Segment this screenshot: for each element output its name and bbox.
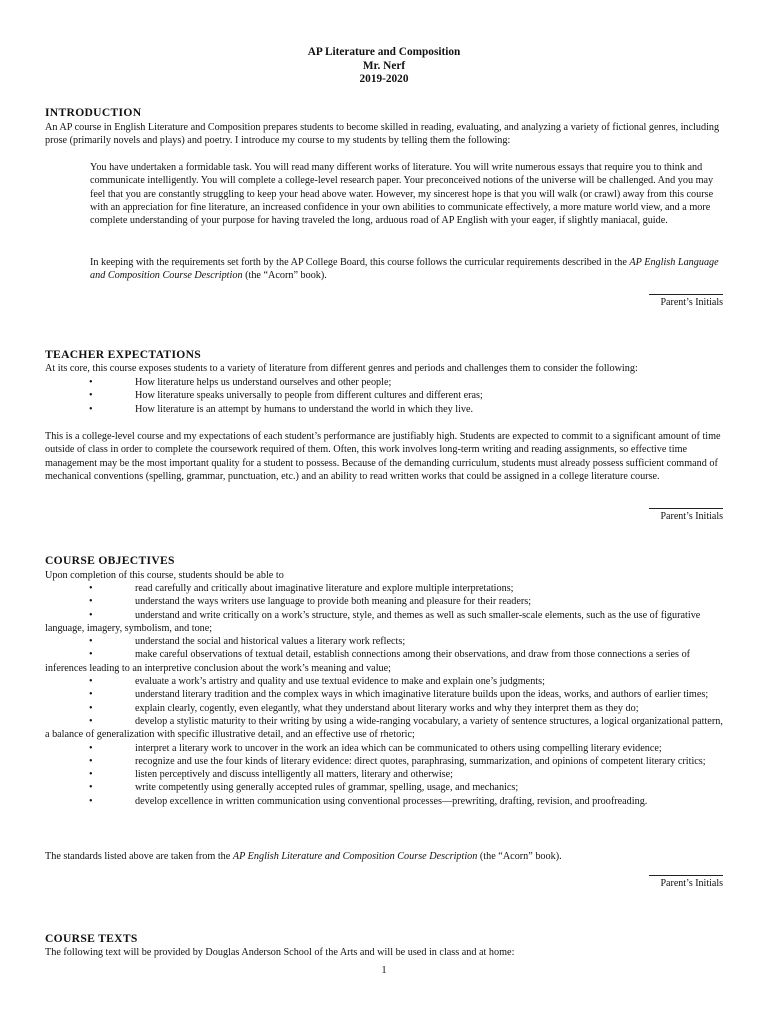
keeping-text: In keeping with the requirements set forth by the AP College Board, this course follows the curricular requirements described in the (90, 257, 630, 268)
bullet-icon: • (89, 649, 93, 661)
bullet-icon: • (89, 583, 93, 594)
document-header (0, 46, 768, 87)
bullet-icon: • (89, 596, 93, 608)
bullet-icon: • (89, 742, 93, 754)
bullet-icon: • (89, 689, 93, 701)
standards-text-end: (the “Acorn” book). (477, 851, 562, 862)
course-texts-intro: The following text will be provided by Douglas Anderson School of the Arts and will be used in class and at home: (45, 947, 515, 958)
bullet-icon: • (89, 609, 93, 621)
list-item: • How literature helps us understand ourselves and other people; (89, 377, 392, 388)
objectives-list (45, 582, 725, 808)
course-title: AP Literature and Composition (307, 46, 461, 58)
expectations-intro: At its core, this course exposes students to a variety of literature from different genres and periods and challenges them to consider the following: (45, 363, 638, 374)
page-number: 1 (381, 965, 387, 976)
list-item: • understand the social and historical values a literary work reflects; (89, 636, 406, 648)
bullet-icon: • (89, 795, 93, 807)
parent-initials-line[interactable]: Parent’s Initials (649, 508, 723, 523)
list-item: • understand the ways writers use language to provide both meaning and pleasure for their readers; (89, 596, 532, 608)
list-item: • write competently using generally accepted rules of grammar, spelling, usage, and mechanics; (89, 782, 519, 794)
introduction-heading: INTRODUCTION (45, 106, 142, 119)
course-objectives-heading: COURSE OBJECTIVES (45, 554, 175, 567)
bullet-icon: • (89, 782, 93, 794)
objectives-intro: Upon completion of this course, students should be able to (45, 570, 284, 581)
bullet-icon: • (89, 377, 93, 388)
introduction-quote: You have undertaken a formidable task. You will read many different works of literature. You will write numerous essays that require you to think and communicate intelligently. You will complete a college-level research paper. Your preconceived notions of the universe will be challenged. And you may feel that you are constantly struggling to keep your head above water. However, my sincerest hope is that you will walk (or crawl) away from this course with an appreciation for fine literature, an increased confidence in your own abilities to communicate effectively, a more mature world view, and a more complete understanding of your purpose for having traveled the long, arduous road of AP English with your eager, if slightly maniacal, guide. (90, 162, 714, 227)
bullet-icon: • (89, 390, 93, 402)
list-item: • How literature speaks universally to people from different cultures and different eras; (89, 390, 483, 402)
expectations-list (45, 376, 725, 416)
keeping-text-end: (the “Acorn” book). (242, 270, 327, 282)
parent-initials-line[interactable]: Parent’s Initials (649, 294, 723, 309)
list-item: • evaluate a work’s artistry and quality and use textual evidence to make and explain one’s judgments; (89, 676, 545, 688)
list-item: • recognize and use the four kinds of literary evidence: direct quotes, paraphrasing, summarization, and opinions of competent literary critics; (89, 755, 706, 767)
standards-book-title: AP English Literature and Composition Course Description (232, 851, 478, 862)
list-item: • interpret a literary work to uncover in the work an idea which can be communicated to others using compelling literary evidence; (89, 742, 662, 754)
bullet-icon: • (89, 715, 93, 727)
list-item: • listen perceptively and discuss intelligently all matters, literary and otherwise; (89, 769, 453, 781)
bullet-icon: • (89, 676, 93, 688)
parent-initials-line[interactable]: Parent’s Initials (649, 875, 723, 890)
standards-text: The standards listed above are taken from the (45, 851, 233, 862)
school-year: 2019-2020 (359, 73, 409, 86)
bullet-icon: • (89, 702, 93, 714)
teacher-expectations-heading: TEACHER EXPECTATIONS (45, 348, 201, 361)
expectations-body: This is a college-level course and my expectations of each student’s performance are justifiably high. Students are expected to commit to a significant amount of time outside of class in order to complete the coursework required of them. Often, this work involves long-term writing and reading assignments, so effective time management may be the most important quality for a student to possess. Because of the demanding curriculum, students must already possess sufficient command of mechanical conventions (spelling, grammar, punctuation, etc.) and an ability to read written works that could be assigned in a college literature course. (45, 431, 721, 482)
bullet-icon: • (89, 769, 93, 781)
objectives-standards (45, 850, 725, 863)
bullet-icon: • (89, 636, 93, 648)
list-item: • explain clearly, cogently, even elegantly, what they understand about literary works and why they interpret them as they do; (89, 702, 639, 714)
keeping-book-title: AP English Language and Composition Course Description (90, 257, 719, 282)
list-item: • understand literary tradition and the complex ways in which imaginative literature builds upon the ideas, works, and authors of earlier times; (89, 689, 709, 701)
list-item: • develop excellence in written communication using conventional processes—prewriting, drafting, revision, and proofreading. (89, 795, 648, 807)
list-item: • read carefully and critically about imaginative literature and explore multiple interpretations; (89, 583, 514, 594)
bullet-icon: • (89, 403, 93, 415)
teacher-name: Mr. Nerf (362, 59, 406, 72)
list-item: • How literature is an attempt by humans to understand the world in which they live. (89, 403, 474, 415)
list-item: • develop a stylistic maturity to their writing by using a wide-ranging vocabulary, a variety of sentence structures, a logical organizational pattern, a balance of generalization with specific illustrative detail, and an effective use of rhetoric; (45, 715, 723, 741)
introduction-paragraph: An AP course in English Literature and Composition prepares students to become skilled in reading, evaluating, and analyzing a variety of fictional genres, including prose (primarily novels and plays) and poetry. I introduce my course to my students by telling them the following: (45, 122, 720, 147)
bullet-icon: • (89, 755, 93, 767)
list-item: • understand and write critically on a work’s structure, style, and themes as well as such smaller-scale elements, such as the use of figurative language, imagery, symbolism, and tone; (45, 609, 701, 634)
course-texts-heading: COURSE TEXTS (45, 932, 138, 945)
list-item: • make careful observations of textual detail, establish connections among their observations, and draw from those connections a series of inferences leading to an interpretive conclusion about the work’s meaning and value; (45, 649, 691, 674)
introduction-keeping-paragraph (90, 256, 725, 283)
